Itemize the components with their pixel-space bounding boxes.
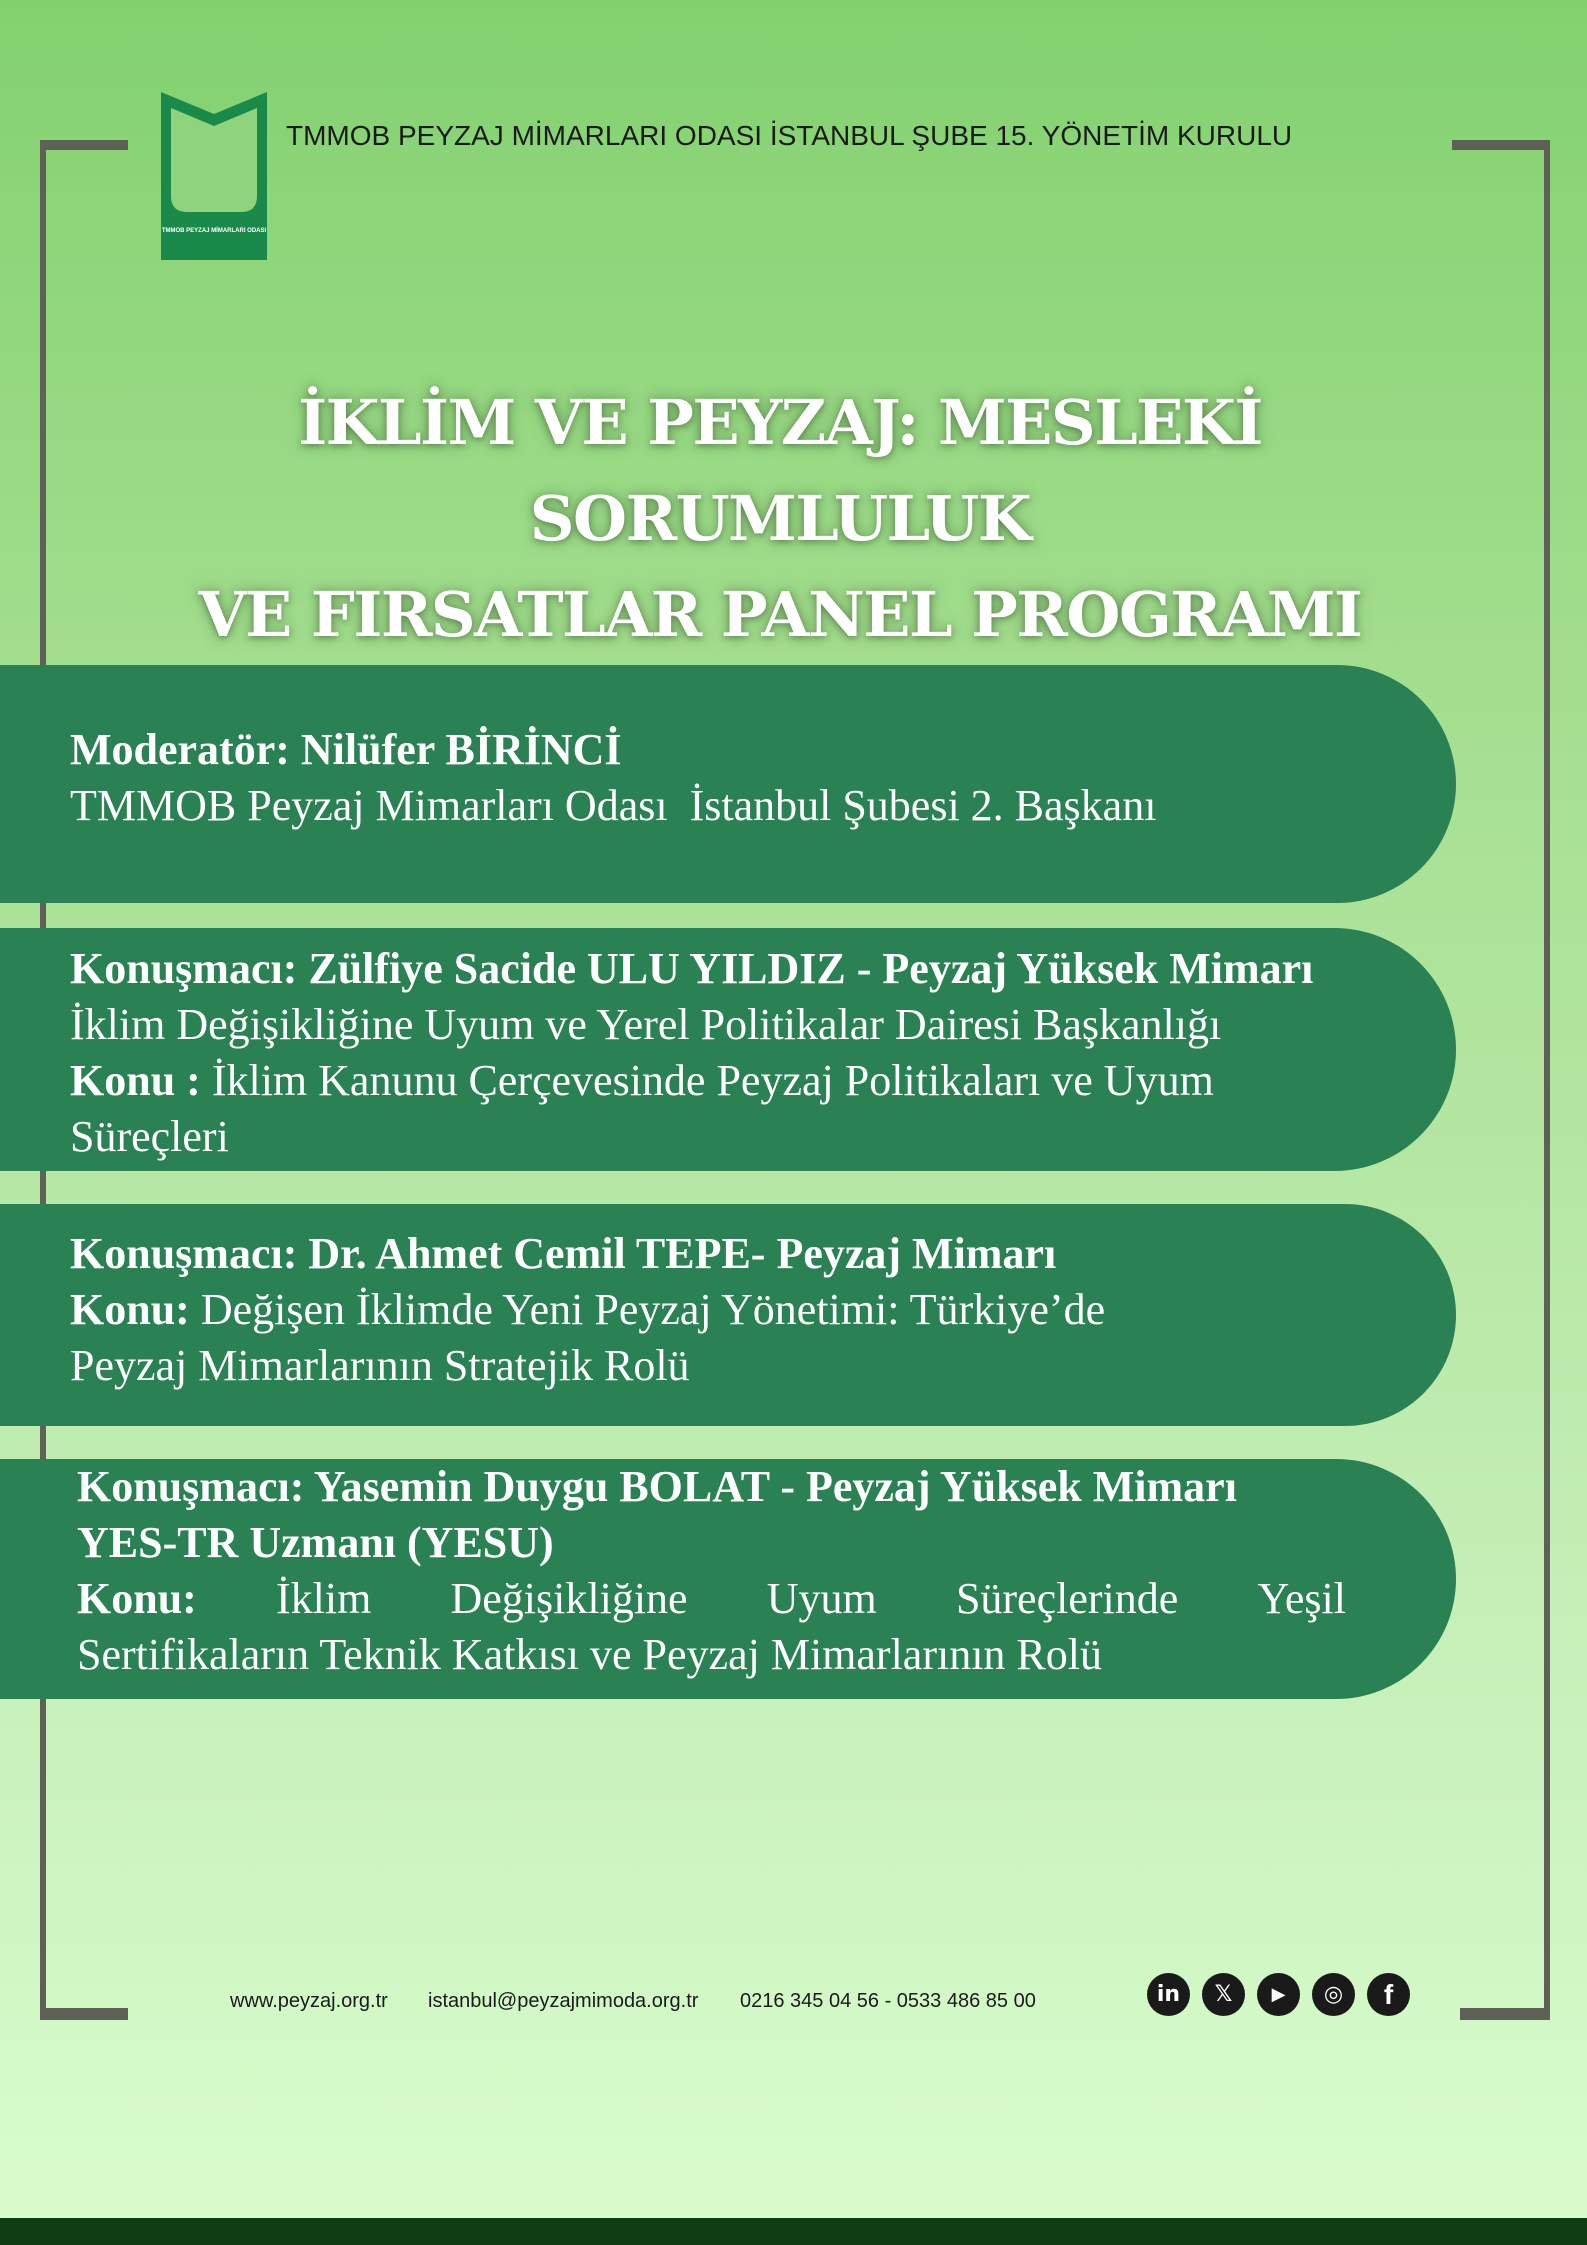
speaker-3-topic-word: Uyum xyxy=(766,1574,877,1623)
youtube-icon[interactable]: ▶ xyxy=(1257,1973,1300,2016)
frame-top-left xyxy=(40,140,128,150)
org-header: TMMOB PEYZAJ MİMARLARI ODASI İSTANBUL ŞUBE 15. YÖNETİM KURULU xyxy=(286,120,1293,151)
footer-phone: 0216 345 04 56 - 0533 486 85 00 xyxy=(740,1990,1036,2012)
speaker-3-topic-label: Konu: xyxy=(77,1574,197,1623)
speaker-3-topic-line-1 xyxy=(77,1571,1346,1627)
speaker-card-3 xyxy=(0,1459,1456,1699)
speaker-3-label-line-1: Konuşmacı: Yasemin Duygu BOLAT - Peyzaj Yüksek Mimarı xyxy=(77,1462,1237,1511)
speaker-1-topic-label: Konu : xyxy=(70,1056,201,1105)
moderator-label: Moderatör: Nilüfer BİRİNCİ xyxy=(70,725,622,774)
facebook-icon[interactable]: f xyxy=(1367,1973,1410,2016)
speaker-1-topic xyxy=(70,1053,1360,1165)
moderator-card xyxy=(0,665,1456,903)
footer-email[interactable]: istanbul@peyzajmimoda.org.tr xyxy=(428,1990,699,2012)
logo-text: TMMOB PEYZAJ MİMARLARI ODASI xyxy=(161,228,267,234)
speaker-3-topic-line-2: Sertifikaların Teknik Katkısı ve Peyzaj Mimarlarının Rolü xyxy=(77,1630,1102,1679)
title-line-1: İKLİM VE PEYZAJ: MESLEKİ SORUMLULUK xyxy=(298,386,1262,555)
speaker-1-affiliation: İklim Değişikliğine Uyum ve Yerel Politikalar Dairesi Başkanlığı xyxy=(70,1000,1222,1049)
frame-bottom-right xyxy=(1460,2008,1550,2020)
speaker-3-topic-word: Değişikliğine xyxy=(450,1574,688,1623)
linkedin-icon[interactable]: in xyxy=(1147,1973,1190,2016)
bottom-bar xyxy=(0,2218,1587,2245)
moderator-role: TMMOB Peyzaj Mimarları Odası İstanbul Şubesi 2. Başkanı xyxy=(70,781,1157,830)
social-icons xyxy=(1147,1973,1410,2016)
speaker-2-label: Konuşmacı: Dr. Ahmet Cemil TEPE- Peyzaj Mimarı xyxy=(70,1229,1057,1278)
speaker-3-topic-word: Yeşil xyxy=(1257,1574,1346,1623)
frame-top-right xyxy=(1452,140,1550,150)
frame-bottom-left xyxy=(40,2008,128,2020)
speaker-2-topic-label: Konu: xyxy=(70,1285,190,1334)
speaker-3-topic-word: Süreçlerinde xyxy=(955,1574,1179,1623)
logo xyxy=(161,92,267,260)
speaker-1-topic-text: İklim Kanunu Çerçevesinde Peyzaj Politikaları ve Uyum Süreçleri xyxy=(70,1056,1214,1161)
speaker-2-topic-text: Değişen İklimde Yeni Peyzaj Yönetimi: Türkiye’de Peyzaj Mimarlarının Stratejik Rolü xyxy=(70,1285,1106,1390)
speaker-2-topic xyxy=(70,1282,1200,1394)
frame-right xyxy=(1544,140,1550,2020)
speaker-3-label-line-2: YES-TR Uzmanı (YESU) xyxy=(77,1518,554,1567)
speaker-3-topic-word: İklim xyxy=(276,1574,372,1623)
speaker-card-2 xyxy=(0,1204,1456,1426)
footer-website[interactable]: www.peyzaj.org.tr xyxy=(230,1990,388,2012)
speaker-card-1 xyxy=(0,928,1456,1171)
page-title xyxy=(40,375,1520,663)
instagram-icon[interactable]: ◎ xyxy=(1312,1973,1355,2016)
speaker-1-label: Konuşmacı: Zülfiye Sacide ULU YILDIZ - Peyzaj Yüksek Mimarı xyxy=(70,944,1314,993)
x-icon[interactable]: 𝕏 xyxy=(1202,1973,1245,2016)
title-line-2: VE FIRSATLAR PANEL PROGRAMI xyxy=(198,578,1362,651)
